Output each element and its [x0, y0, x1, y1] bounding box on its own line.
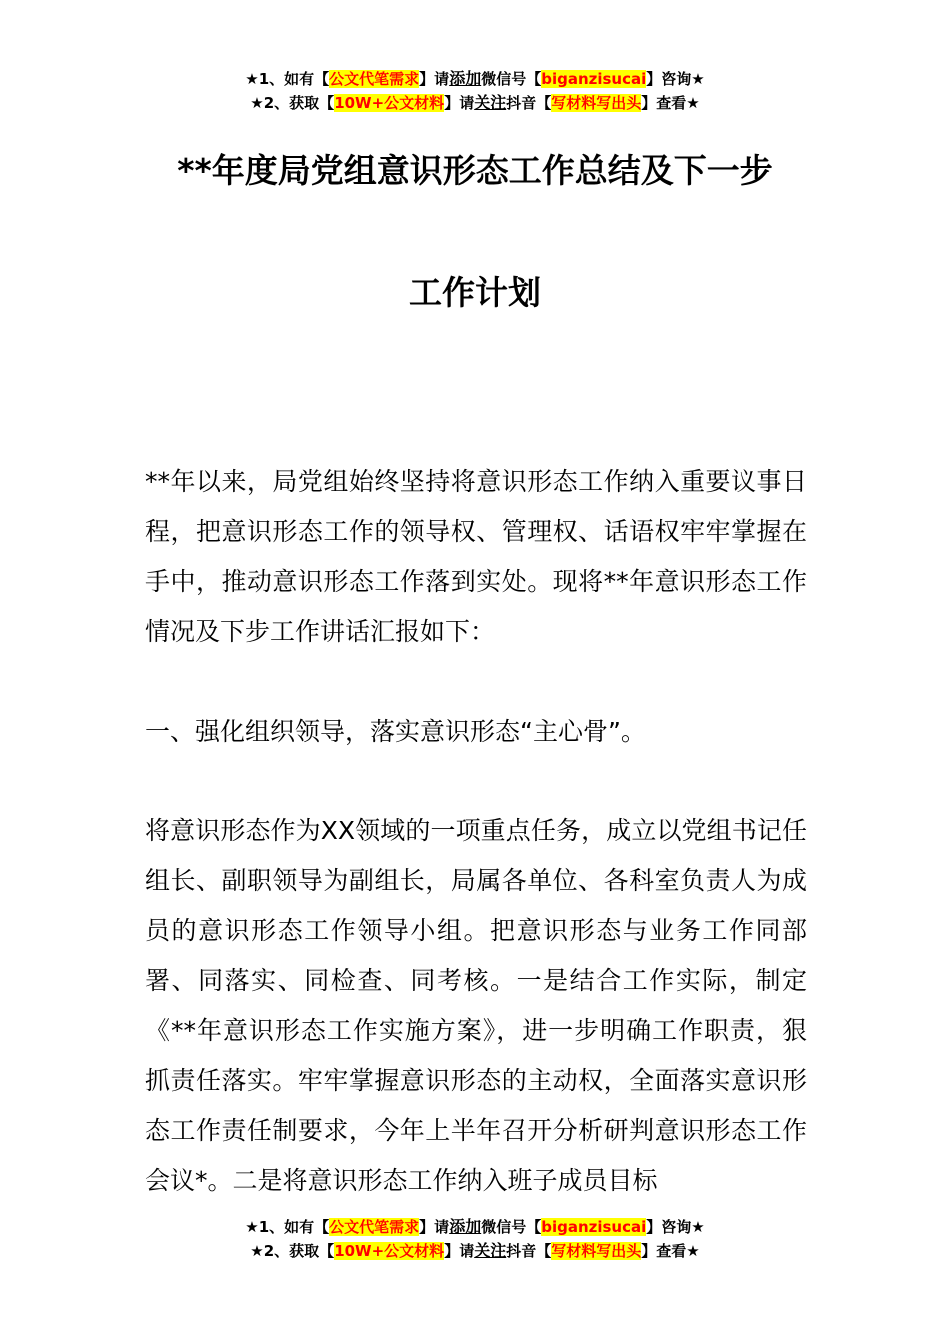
section-1-paragraph: 将意识形态作为XX领域的一项重点任务，成立以党组书记任组长、副职领导为副组长，局属各单位、各科室负责人为成员的意识形态工作领导小组。把意识形态与业务工作同部署、同落实、同检查、同考核。一是结合工作实际，制定《**年意识形态工作实施方案》，进一步明确工作职责，狠抓责任落实。牢牢掌握意识形态的主动权，全面落实意识形态工作责任制要求，今年上半年召开分析研判意识形态工作会议*。二是将意识形态工作纳入班子成员目标: [145, 816, 807, 1195]
banner-emphasis: 添加: [449, 1217, 482, 1236]
banner-text: 】请: [444, 94, 475, 112]
document-title-line-1: **年度局党组意识形态工作总结及下一步: [177, 151, 773, 190]
banner-text: ★2、获取【: [250, 94, 335, 112]
banner-text: 】咨询★: [646, 1218, 705, 1236]
banner-text: 抖音【: [506, 94, 552, 112]
banner-highlight: 10W+公文材料: [334, 94, 445, 112]
banner-line-1: [0, 67, 950, 91]
banner-text: 】咨询★: [646, 70, 705, 88]
banner-text: 】请: [444, 1242, 475, 1260]
banner-emphasis: 添加: [449, 69, 482, 88]
banner-text: 微信号【: [481, 70, 542, 88]
banner-text: 】请: [419, 70, 450, 88]
banner-text: 】查看★: [641, 94, 700, 112]
banner-highlight: biganzisucai: [541, 1218, 647, 1236]
banner-text: 】请: [419, 1218, 450, 1236]
banner-text: 】查看★: [641, 1242, 700, 1260]
section-heading-1: 一、强化组织领导，落实意识形态“主心骨”。: [145, 717, 646, 746]
banner-text: ★2、获取【: [250, 1242, 335, 1260]
footer-banner: [0, 1215, 950, 1263]
banner-highlight: 10W+公文材料: [334, 1242, 445, 1260]
banner-text: ★1、如有【: [245, 70, 330, 88]
banner-text: 微信号【: [481, 1218, 542, 1236]
banner-highlight: 写材料写出头: [551, 1242, 642, 1260]
banner-emphasis: 关注: [474, 93, 507, 112]
banner-highlight: biganzisucai: [541, 70, 647, 88]
banner-line-1: [0, 1215, 950, 1239]
banner-highlight: 公文代笔需求: [329, 1218, 420, 1236]
banner-line-2: [0, 1239, 950, 1263]
banner-highlight: 公文代笔需求: [329, 70, 420, 88]
banner-text: ★1、如有【: [245, 1218, 330, 1236]
intro-paragraph: **年以来，局党组始终坚持将意识形态工作纳入重要议事日程，把意识形态工作的领导权、管理权、话语权牢牢掌握在手中，推动意识形态工作落到实处。现将**年意识形态工作情况及下步工作讲话汇报如下：: [145, 467, 807, 646]
document-title-line-2: 工作计划: [409, 273, 541, 312]
banner-emphasis: 关注: [474, 1241, 507, 1260]
banner-text: 抖音【: [506, 1242, 552, 1260]
banner-line-2: [0, 91, 950, 115]
header-banner: [0, 67, 950, 115]
banner-highlight: 写材料写出头: [551, 94, 642, 112]
